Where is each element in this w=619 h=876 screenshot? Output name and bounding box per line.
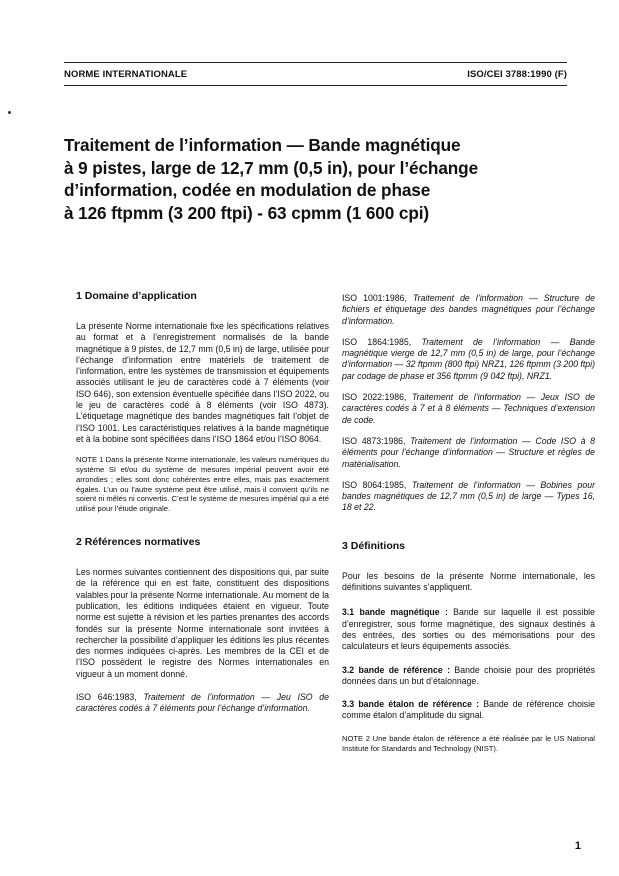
title-line: à 9 pistes, large de 12,7 mm (0,5 in), pour l’échange (64, 157, 479, 178)
document-title (64, 134, 579, 224)
reference-code: ISO 1864:1985, (342, 336, 412, 347)
reference-title: Traitement de l’information — Bande magnétique vierge de 12,7 mm (0,5 in) de large, pour l’échange d’information — 32 ftpmm (800 ftpi) NRZ1, 126 ftpmm (3 200 ftpi) par codage de phase et 356 ftpmm (9 042 ftpi), NRZ1. (342, 336, 595, 381)
reference-title: Traitement de l’information — Code ISO à 8 éléments pour l’échange d’information — Structure et règles de matérialisation. (342, 435, 595, 469)
reference-code: ISO 8064:1985, (342, 479, 407, 490)
title-line: Traitement de l’information — Bande magnétique (64, 135, 461, 155)
definition-3-2 (342, 665, 595, 688)
section-3-heading: 3 Définitions (342, 539, 406, 552)
section-1-heading: 1 Domaine d’application (76, 290, 197, 302)
section-1-paragraph: La présente Norme internationale fixe les spécifications relatives au format et à l’enregistrement normalisés de la bande magnétique à 9 pistes, de 12,7 mm (0,5 in) de large, utilisée pour l’échange d’information entre matériels de traitement de l’information, entre les systèmes de transmission et équipements associés utilisant le jeu de caractères codé à 7 éléments (voir ISO 646), son extension éventuelle spécifiée dans l’ISO 2022, ou le jeu de caractères codé à 8 éléments (voir ISO 4873). L’étiquetage magnétique des bandes magnétiques fait l’objet de l’ISO 1001. Les caractéristiques relatives à la bande magnétique et à la bobine sont spécifiées dans l’ISO 1864 et/ou l’ISO 8064. (76, 321, 329, 444)
section-2-heading: 2 Références normatives (76, 536, 201, 549)
header-doc-type: NORME INTERNATIONALE (64, 68, 188, 80)
right-column (342, 293, 595, 753)
page-number: 1 (574, 840, 581, 852)
reference-iso-1001 (342, 293, 595, 327)
reference-iso-8064 (342, 480, 595, 514)
definition-term: 3.1 bande magnétique : (342, 607, 448, 618)
left-column (76, 290, 329, 715)
section-2-paragraph: Les normes suivantes contiennent des dispositions qui, par suite de la référence qui en est faite, constituent des dispositions valables pour la présente Norme internationale. Au moment de la publication, les éditions indiquées étaient en vigueur. Toute norme est sujette à révision et les parties prenantes des accords fondés sur la présente Norme internationale sont invitées à rechercher la possibilité d’appliquer les éditions les plus récentes des normes indiquées ci-après. Les membres de la CEI et de l’ISO possèdent le registre des Normes internationales en vigueur à un moment donné. (76, 567, 329, 679)
stray-mark (8, 111, 11, 114)
definition-text: Bande choisie pour des propriétés données dans un but d’étalonnage. (342, 664, 595, 686)
reference-title: Traitement de l’information — Jeu ISO de caractères codés à 7 éléments pour l’échange d’information. (76, 692, 329, 714)
reference-code: ISO 2022:1986, (342, 392, 407, 403)
title-line: à 126 ftpmm (3 200 ftpi) - 63 cpmm (1 600 cpi) (64, 202, 430, 223)
reference-iso-4873 (342, 436, 595, 470)
header-doc-number: ISO/CEI 3788:1990 (F) (467, 68, 567, 80)
reference-iso-2022 (342, 392, 595, 426)
reference-title: Traitement de l’information — Jeux ISO de caractères codés à 7 et à 8 éléments — Techniques d’extension de code. (342, 392, 595, 425)
definition-text: Bande de référence choisie comme étalon d’amplitude du signal. (342, 699, 595, 721)
reference-code: ISO 4873:1986, (342, 435, 406, 446)
reference-code: ISO 646:1983, (76, 692, 137, 703)
note-2: NOTE 2 Une bande étalon de référence a été réalisée par le US National Institute for Standards and Technology (NIST). (342, 733, 595, 753)
reference-iso-1864 (342, 337, 595, 382)
title-line: d’information, codée en modulation de phase (64, 180, 431, 201)
running-header (64, 62, 567, 86)
definition-3-1 (342, 607, 595, 652)
reference-iso-646 (76, 692, 329, 715)
note-1: NOTE 1 Dans la présente Norme internationale, les valeurs numériques du système SI et/ou du système de mesures impérial peuvent avoir été arrondies ; elles sont donc cohérentes entre elles, mais pas exactement égales. L’un ou l’autre système peut être utilisé, mais il convient qu’ils ne soient ni mêlés ni convertis. C’est le système de mesures impérial qui a été utilisé pour l’étude originale. (76, 455, 329, 514)
reference-code: ISO 1001:1986, (342, 293, 407, 303)
section-3-intro: Pour les besoins de la présente Norme internationale, les définitions suivantes s’appliquent. (342, 570, 595, 593)
definition-text: Bande sur laquelle il est possible d’enregistrer, sous forme magnétique, des signaux destinés à des entrées, des sorties ou des mémorisations pour des calculateurs et leurs équipements associés. (342, 607, 595, 652)
reference-title: Traitement de l’information — Structure de fichiers et étiquetage des bandes magnétiques pour l’échange d’information. (342, 293, 595, 326)
reference-title: Traitement de l’information — Bobines pour bandes magnétiques de 12,7 mm (0,5 in) de large — Types 16, 18 et 22. (342, 479, 595, 513)
definition-term: 3.2 bande de référence : (342, 664, 450, 675)
definition-3-3 (342, 699, 595, 722)
definition-term: 3.3 bande étalon de référence : (342, 699, 480, 710)
